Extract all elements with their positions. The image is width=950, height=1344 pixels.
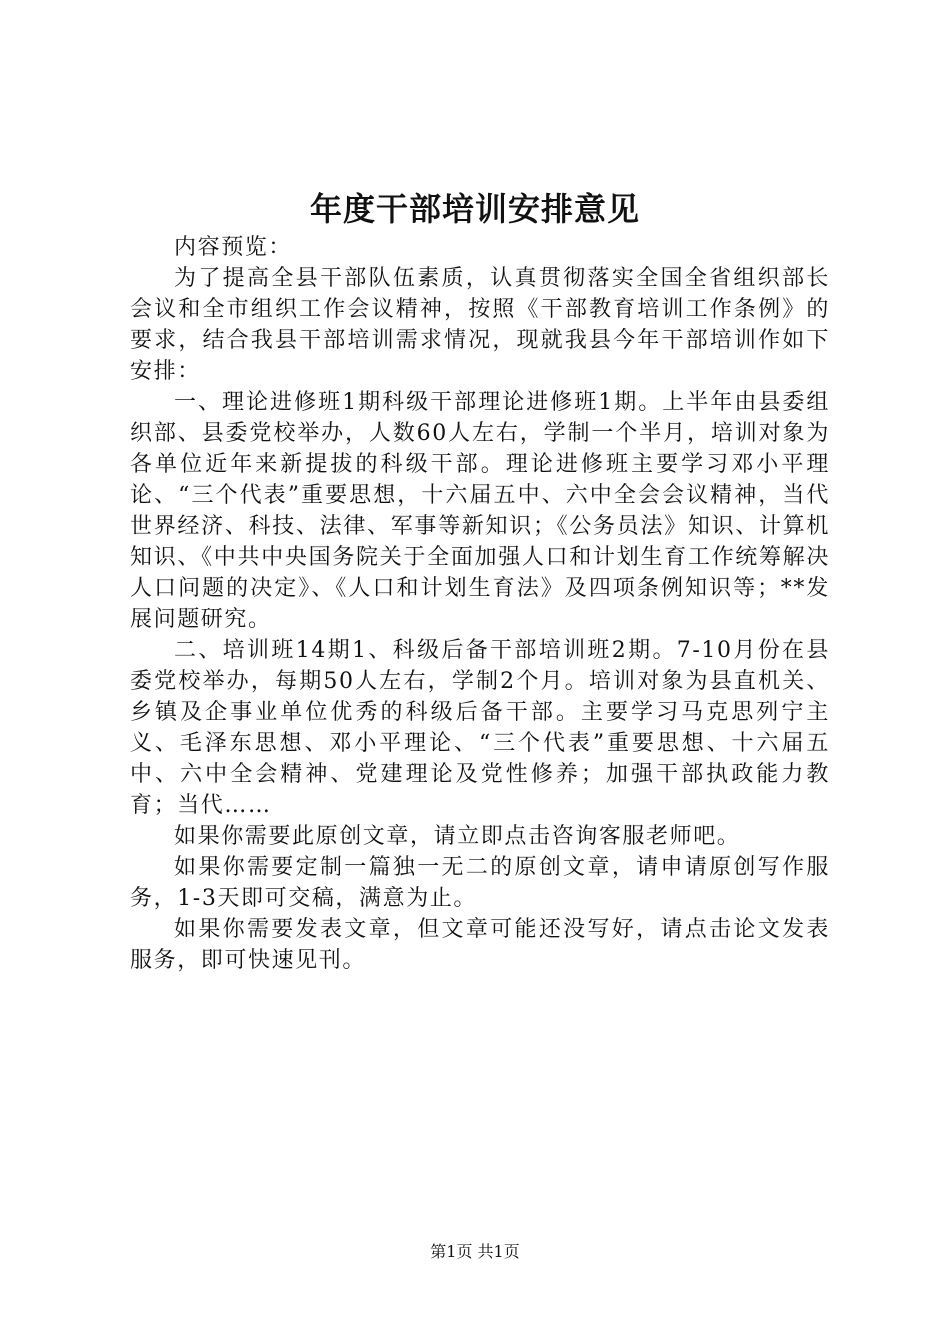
- paragraph-intro: 为了提高全县干部队伍素质，认真贯彻落实全国全省组织部长会议和全市组织工作会议精神，按照《干部教育培训工作条例》的要求，结合我县干部培训需求情况，现就我县今年干部培训作如下安排：: [130, 266, 830, 384]
- document-title: 年度干部培训安排意见: [309, 190, 640, 228]
- document-body: [130, 232, 830, 976]
- promo-custom-writing: 如果你需要定制一篇独一无二的原创文章，请申请原创写作服务，1-3天即可交稿，满意为止。: [130, 855, 830, 911]
- paragraph-section-2: 二、培训班14期1、科级后备干部培训班2期。7-10月份在县委党校举办，每期50人左右，学制2个月。培训对象为县直机关、乡镇及企事业单位优秀的科级后备干部。主要学习马克思列宁主义、毛泽东思想、邓小平理论、“三个代表”重要思想、十六届五中、六中全会精神、党建理论及党性修养；加强干部执政能力教育；当代……: [130, 638, 830, 818]
- promo-consult: 如果你需要此原创文章，请立即点击咨询客服老师吧。: [174, 824, 741, 849]
- paragraph-section-1: 一、理论进修班1期科级干部理论进修班1期。上半年由县委组织部、县委党校举办，人数60人左右，学制一个半月，培训对象为各单位近年来新提拔的科级干部。理论进修班主要学习邓小平理论、“三个代表”重要思想，十六届五中、六中全会会议精神，当代世界经济、科技、法律、军事等新知识；《公务员法》知识、计算机知识、《中共中央国务院关于全面加强人口和计划生育工作统筹解决人口问题的决定》、《人口和计划生育法》及四项条例知识等；**发展问题研究。: [130, 390, 830, 632]
- page-footer: 第1页 共1页: [430, 1242, 520, 1261]
- preview-label: 内容预览：: [174, 235, 293, 260]
- promo-publishing: 如果你需要发表文章，但文章可能还没写好，请点击论文发表服务，即可快速见刊。: [130, 917, 830, 973]
